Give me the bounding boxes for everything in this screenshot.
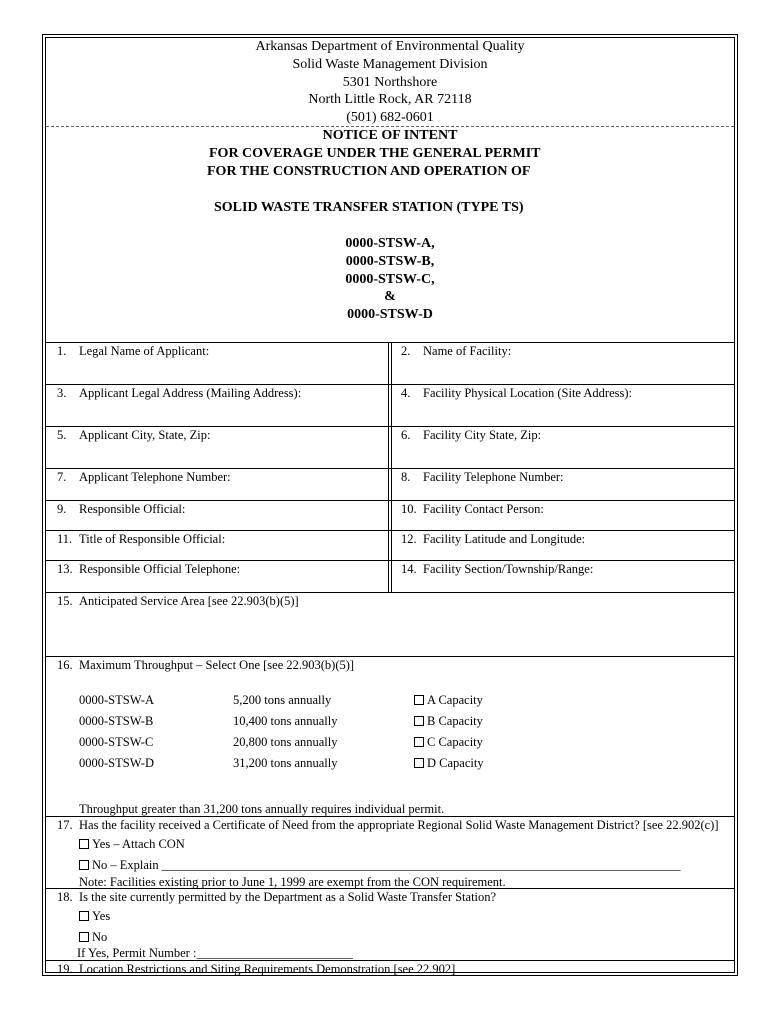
field-section-township-range[interactable]: 14. Facility Section/Township/Range: [401,562,594,576]
grid-line [46,384,734,385]
field-facility-phone[interactable]: 8. Facility Telephone Number: [401,470,564,484]
throughput-tons-b: 10,400 tons annually [233,714,338,728]
grid-line [46,426,734,427]
division-name: Solid Waste Management Division [292,56,488,72]
throughput-tons-c: 20,800 tons annually [233,735,338,749]
permit-c: 0000-STSW-C, [345,271,435,287]
permit-d: 0000-STSW-D [347,307,433,323]
checkbox-c-capacity[interactable]: C Capacity [414,735,483,750]
throughput-heading: 16. Maximum Throughput – Select One [see 22.903(b)(5)] [57,658,355,672]
checkbox-icon[interactable] [414,737,424,747]
permit-a: 0000-STSW-A, [345,236,435,251]
field-service-area[interactable]: 15. Anticipated Service Area [see 22.903(b)(5)] [57,594,299,608]
throughput-permit-a: 0000-STSW-A [79,693,154,707]
notice-line-1: NOTICE OF INTENT [322,128,458,143]
checkbox-icon[interactable] [414,758,424,768]
checkbox-icon[interactable] [414,695,424,705]
checkbox-con-yes[interactable]: Yes – Attach CON [79,837,185,852]
field-facility-city[interactable]: 6. Facility City State, Zip: [401,428,542,442]
field-applicant-phone[interactable]: 7. Applicant Telephone Number: [57,470,231,484]
checkbox-d-capacity[interactable]: D Capacity [414,756,484,771]
checkbox-a-capacity[interactable]: A Capacity [414,693,483,708]
column-divider [388,342,389,592]
checkbox-icon[interactable] [79,911,89,921]
throughput-note: Throughput greater than 31,200 tons annually requires individual permit. [79,802,445,816]
checkbox-permitted-no[interactable]: No [79,930,107,945]
field-responsible-official[interactable]: 9. Responsible Official: [57,502,186,516]
grid-line [46,500,734,501]
field-facility-name[interactable]: 2. Name of Facility: [401,344,512,358]
checkbox-con-no[interactable]: No – Explain ___________________________________________________________________________________ [79,858,681,873]
field-facility-location[interactable]: 4. Facility Physical Location (Site Address): [401,386,632,400]
field-applicant-address[interactable]: 3. Applicant Legal Address (Mailing Address): [57,386,302,400]
notice-line-3: FOR THE CONSTRUCTION AND OPERATION OF [207,164,531,179]
notice-title [45,127,735,145]
grid-line [46,592,734,593]
agency-city: North Little Rock, AR 72118 [308,92,472,108]
grid-line [46,560,734,561]
notice-line-2: FOR COVERAGE UNDER THE GENERAL PERMIT [209,146,541,161]
field-contact-person[interactable]: 10. Facility Contact Person: [401,502,544,516]
grid-line [46,342,734,343]
checkbox-icon[interactable] [79,932,89,942]
field-official-title[interactable]: 11. Title of Responsible Official: [57,532,226,546]
agency-street: 5301 Northshore [342,74,438,90]
agency-name: Arkansas Department of Environmental Quality [255,39,525,54]
checkbox-permitted-yes[interactable]: Yes [79,909,110,924]
field-official-phone[interactable]: 13. Responsible Official Telephone: [57,562,241,576]
throughput-permit-b: 0000-STSW-B [79,714,154,728]
con-exemption-note: Note: Facilities existing prior to June 1, 1999 are exempt from the CON requirement. [79,875,506,889]
checkbox-icon[interactable] [79,860,89,870]
field-applicant-city[interactable]: 5. Applicant City, State, Zip: [57,428,211,442]
permitted-question: 18. Is the site currently permitted by the Department as a Solid Waste Transfer Station? [57,890,497,904]
con-question: 17. Has the facility received a Certificate of Need from the appropriate Regional Solid Waste Management District? [see 22.902(c)] [57,818,719,832]
grid-line [46,656,734,657]
permit-amp: & [384,289,396,305]
location-restrictions-heading: 19. Location Restrictions and Siting Requirements Demonstration [see 22.902] [57,962,456,976]
checkbox-b-capacity[interactable]: B Capacity [414,714,483,729]
checkbox-icon[interactable] [79,839,89,849]
column-divider [391,342,392,592]
grid-line [46,530,734,531]
permit-number-field[interactable]: If Yes, Permit Number :_________________________ [77,946,353,960]
throughput-tons-a: 5,200 tons annually [233,693,332,707]
throughput-permit-c: 0000-STSW-C [79,735,154,749]
throughput-permit-d: 0000-STSW-D [79,756,154,770]
grid-line [46,468,734,469]
agency-phone: (501) 682-0601 [346,110,434,126]
field-legal-name[interactable]: 1. Legal Name of Applicant: [57,344,210,358]
field-lat-long[interactable]: 12. Facility Latitude and Longitude: [401,532,586,546]
permit-list [45,235,735,324]
agency-header [45,38,735,127]
permit-b: 0000-STSW-B, [345,253,435,269]
checkbox-icon[interactable] [414,716,424,726]
station-type: SOLID WASTE TRANSFER STATION (TYPE TS) [214,200,524,215]
throughput-tons-d: 31,200 tons annually [233,756,338,770]
